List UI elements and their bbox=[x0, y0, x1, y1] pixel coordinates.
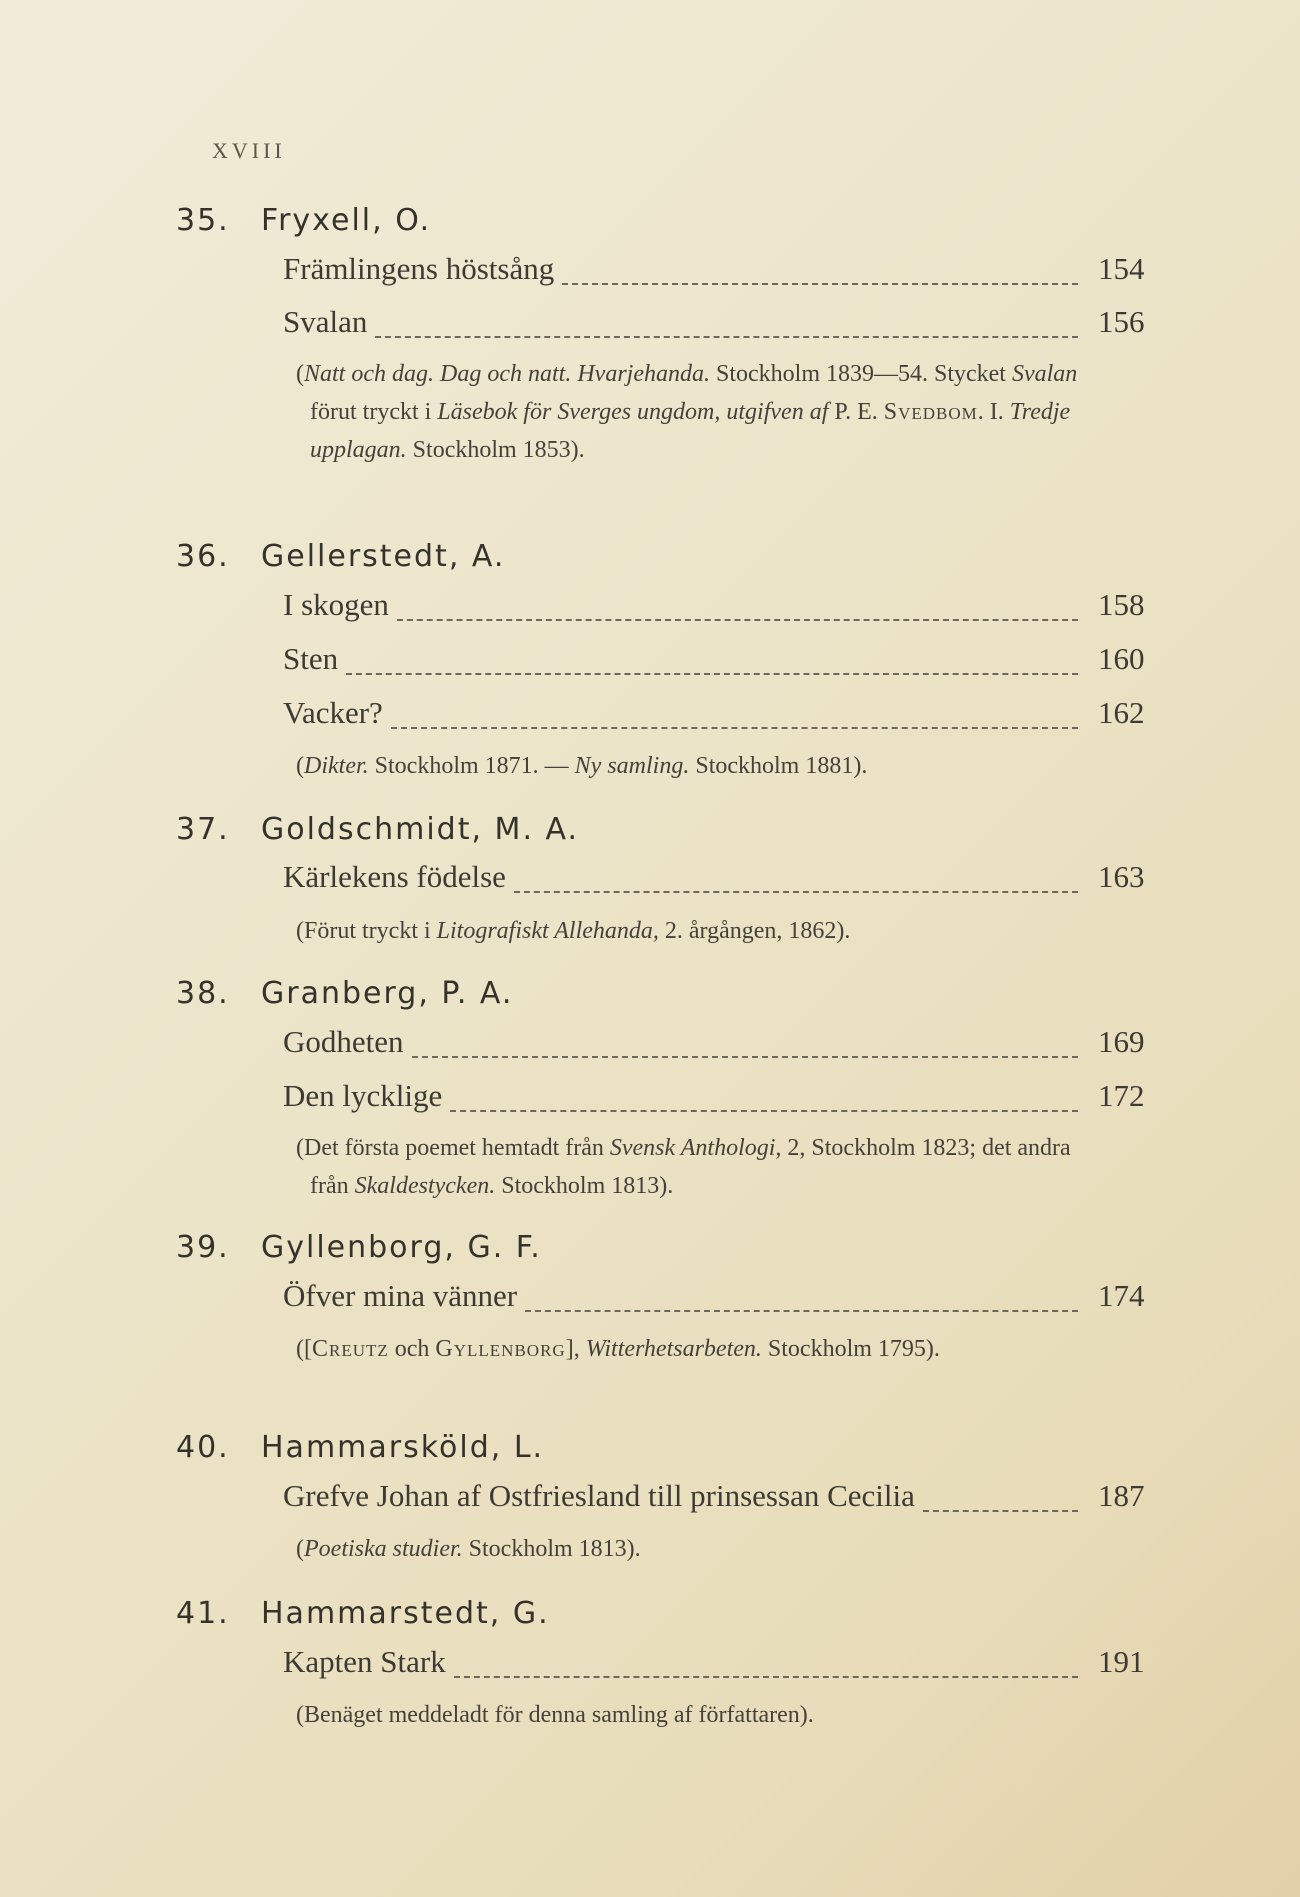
poem-page: 187 bbox=[1098, 1478, 1145, 1513]
author-name: Hammarstedt, G. bbox=[261, 1596, 550, 1631]
dot-leader bbox=[375, 336, 1078, 338]
poem-page: 174 bbox=[1098, 1278, 1145, 1313]
entry-number: 40. bbox=[176, 1430, 230, 1465]
page-number: XVIII bbox=[212, 138, 286, 163]
poem-title: Främlingens höstsång bbox=[283, 251, 555, 286]
poem-page: 156 bbox=[1098, 304, 1145, 339]
author-heading bbox=[176, 203, 431, 238]
entry-number: 38. bbox=[176, 976, 230, 1011]
poem-title: Kapten Stark bbox=[283, 1644, 446, 1679]
poem-title: Godheten bbox=[283, 1024, 404, 1059]
author-heading bbox=[176, 1230, 542, 1265]
dot-leader bbox=[514, 891, 1078, 893]
poem-title: Grefve Johan af Ostfriesland till prinsessan Cecilia bbox=[283, 1478, 915, 1513]
poem-page: 169 bbox=[1098, 1024, 1145, 1059]
entry-number: 37. bbox=[176, 812, 230, 847]
poem-entry bbox=[283, 587, 1156, 627]
dot-leader bbox=[346, 673, 1078, 675]
author-heading bbox=[176, 812, 579, 847]
source-note: (Förut tryckt i Litografiskt Allehanda, 2. årgången, 1862). bbox=[296, 918, 851, 944]
entry-number: 36. bbox=[176, 539, 230, 574]
poem-entry bbox=[283, 1078, 1156, 1118]
entry-number: 39. bbox=[176, 1230, 230, 1265]
author-heading bbox=[176, 976, 513, 1011]
author-name: Hammarsköld, L. bbox=[261, 1430, 545, 1465]
dot-leader bbox=[412, 1056, 1078, 1058]
poem-entry bbox=[283, 1478, 1156, 1518]
poem-entry bbox=[283, 1644, 1156, 1684]
dot-leader bbox=[397, 619, 1078, 621]
poem-page: 158 bbox=[1098, 587, 1145, 622]
poem-entry bbox=[283, 641, 1156, 681]
author-name: Gellerstedt, A. bbox=[261, 539, 506, 574]
source-note: (Benäget meddeladt för denna samling af författaren). bbox=[296, 1702, 814, 1728]
poem-title: I skogen bbox=[283, 587, 389, 622]
poem-page: 154 bbox=[1098, 251, 1145, 286]
poem-entry bbox=[283, 1278, 1156, 1318]
author-name: Granberg, P. A. bbox=[261, 976, 514, 1011]
dot-leader bbox=[923, 1510, 1078, 1512]
dot-leader bbox=[525, 1310, 1078, 1312]
author-heading bbox=[176, 539, 505, 574]
dot-leader bbox=[454, 1676, 1078, 1678]
source-note: (Dikter. Stockholm 1871. — Ny samling. Stockholm 1881). bbox=[296, 753, 868, 779]
poem-page: 172 bbox=[1098, 1078, 1145, 1113]
poem-entry bbox=[283, 695, 1156, 735]
dot-leader bbox=[391, 727, 1078, 729]
author-name: Fryxell, O. bbox=[261, 203, 432, 238]
source-note: ([Creutz och Gyllenborg], Witterhetsarbeten. Stockholm 1795). bbox=[296, 1336, 940, 1362]
author-name: Gyllenborg, G. F. bbox=[261, 1230, 542, 1265]
dot-leader bbox=[450, 1110, 1078, 1112]
poem-title: Svalan bbox=[283, 304, 368, 339]
poem-title: Vacker? bbox=[283, 695, 383, 730]
source-note: (Natt och dag. Dag och natt. Hvarjehanda. Stockholm 1839—54. Stycket Svalan förut tryckt i Läsebok för Sverges ungdom, utgifven af P. E. Svedbom. I. Tredje upplagan. Stockholm 1853). bbox=[296, 361, 1078, 463]
poem-entry bbox=[283, 304, 1156, 344]
poem-page: 163 bbox=[1098, 859, 1145, 894]
dot-leader bbox=[562, 283, 1078, 285]
poem-page: 162 bbox=[1098, 695, 1145, 730]
poem-entry bbox=[283, 251, 1156, 291]
source-note: (Det första poemet hemtadt från Svensk Anthologi, 2, Stockholm 1823; det andra från Skaldestycken. Stockholm 1813). bbox=[296, 1135, 1071, 1199]
poem-page: 191 bbox=[1098, 1644, 1145, 1679]
poem-title: Öfver mina vänner bbox=[283, 1278, 518, 1313]
author-name: Goldschmidt, M. A. bbox=[261, 812, 580, 847]
poem-entry bbox=[283, 859, 1156, 899]
poem-entry bbox=[283, 1024, 1156, 1064]
poem-page: 160 bbox=[1098, 641, 1145, 676]
poem-title: Den lycklige bbox=[283, 1078, 443, 1113]
author-heading bbox=[176, 1430, 544, 1465]
entry-number: 41. bbox=[176, 1596, 230, 1631]
poem-title: Kärlekens födelse bbox=[283, 859, 506, 894]
author-heading bbox=[176, 1596, 550, 1631]
entry-number: 35. bbox=[176, 203, 230, 238]
poem-title: Sten bbox=[283, 641, 339, 676]
source-note: (Poetiska studier. Stockholm 1813). bbox=[296, 1536, 641, 1562]
